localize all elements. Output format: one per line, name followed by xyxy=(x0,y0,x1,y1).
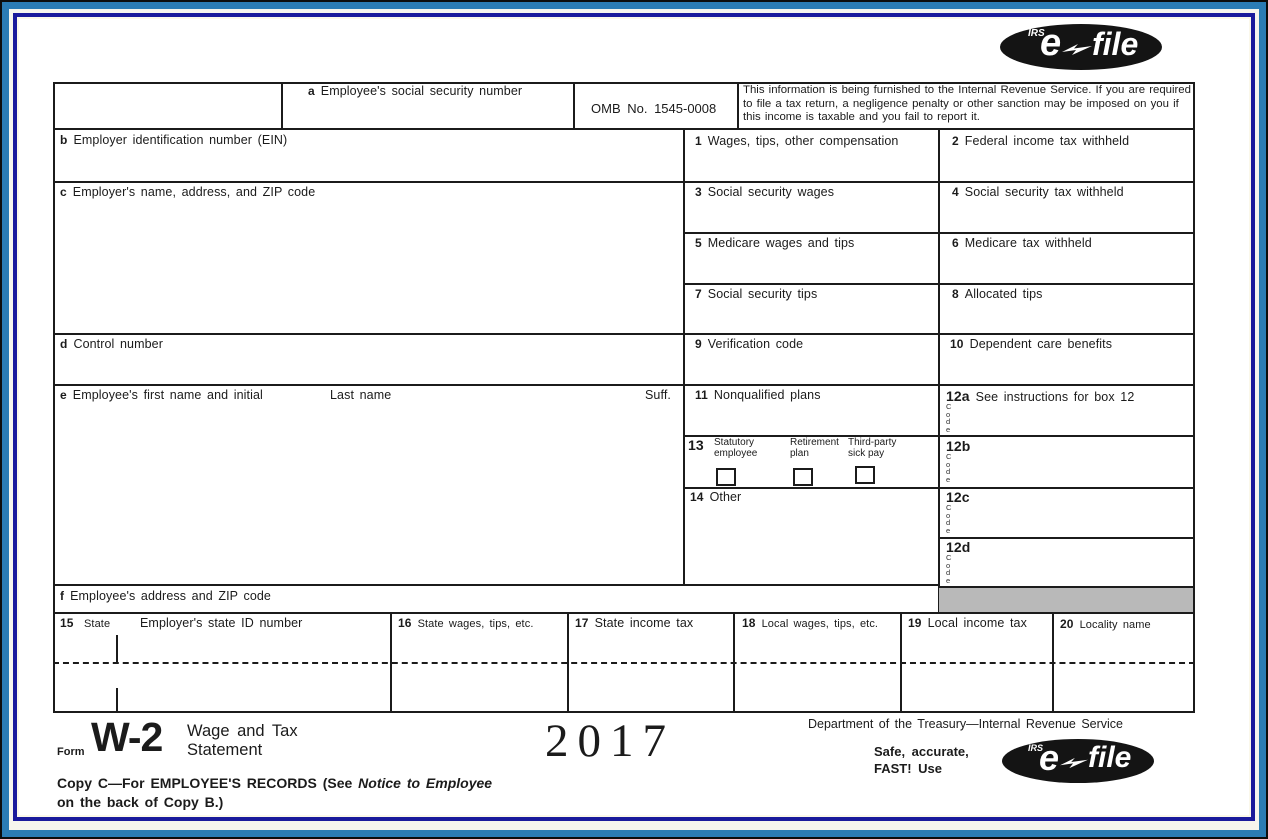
form-title: Wage and Tax Statement xyxy=(187,722,298,759)
box-c-label: c Employer's name, address, and ZIP code xyxy=(60,185,316,199)
box-a-label: a Employee's social security number xyxy=(308,84,523,98)
line xyxy=(390,612,392,713)
third-party-sick-pay-label: Third-party sick pay xyxy=(848,437,897,459)
line xyxy=(1193,82,1195,713)
box-e-suffix-label: Suff. xyxy=(645,388,671,402)
box-20-label: 20 Locality name xyxy=(1060,617,1151,631)
line xyxy=(733,612,735,713)
perforation-dashed-line xyxy=(53,662,1195,664)
box-5-label: 5 Medicare wages and tips xyxy=(695,236,855,250)
efile-e-text: e xyxy=(1040,22,1062,64)
box-18-label: 18 Local wages, tips, etc. xyxy=(742,616,879,630)
line xyxy=(1052,612,1054,713)
box-12c-label: 12c xyxy=(946,489,970,505)
box-4-label: 4 Social security tax withheld xyxy=(952,185,1124,199)
box-9-label: 9 Verification code xyxy=(695,337,804,351)
box-3-label: 3 Social security wages xyxy=(695,185,835,199)
statutory-employee-label: Statutory employee xyxy=(714,437,758,459)
box-12a-code-label: Code xyxy=(946,402,952,434)
tax-year: 2017 xyxy=(545,715,675,767)
box-8-label: 8 Allocated tips xyxy=(952,287,1043,301)
irs-furnishing-notice: This information is being furnished to the Internal Revenue Service. If you are required to file a tax return, a negligence penalty or other sanction may be imposed on you if this income is taxable and you fail to report it. xyxy=(743,84,1191,124)
box-12c-code-label: Code xyxy=(946,503,952,535)
lightning-bolt-icon xyxy=(1062,42,1092,56)
box-15-number: 15 xyxy=(60,616,74,630)
line xyxy=(53,333,1195,335)
line xyxy=(116,688,118,712)
line xyxy=(683,128,685,586)
efile-file-text: file xyxy=(1088,741,1132,774)
line xyxy=(53,612,1195,614)
omb-number: OMB No. 1545-0008 xyxy=(591,101,717,116)
box-f-label: f Employee's address and ZIP code xyxy=(60,589,271,603)
box-10-label: 10 Dependent care benefits xyxy=(950,337,1113,351)
box-12d-code-label: Code xyxy=(946,553,952,585)
box-6-label: 6 Medicare tax withheld xyxy=(952,236,1092,250)
retirement-plan-checkbox[interactable] xyxy=(793,468,813,486)
line xyxy=(281,82,283,128)
box-15-state-label: State xyxy=(84,618,111,630)
form-number: W-2 xyxy=(91,714,163,760)
line xyxy=(737,82,739,130)
box-12b-label: 12b xyxy=(946,438,971,454)
box-12b-code-label: Code xyxy=(946,452,952,484)
line xyxy=(53,128,1195,130)
line xyxy=(53,384,1195,386)
box-13-number: 13 xyxy=(688,437,704,453)
retirement-plan-label: Retirement plan xyxy=(790,437,839,459)
line xyxy=(53,711,1195,713)
box-16-label: 16 State wages, tips, etc. xyxy=(398,616,534,630)
shaded-reserved-area xyxy=(939,588,1193,612)
box-15-employer-state-id-label: Employer's state ID number xyxy=(140,616,303,630)
box-7-label: 7 Social security tips xyxy=(695,287,818,301)
third-party-sick-pay-checkbox[interactable] xyxy=(855,466,875,484)
irs-efile-logo xyxy=(1000,24,1162,70)
line xyxy=(567,612,569,713)
box-12d-label: 12d xyxy=(946,539,971,555)
line xyxy=(938,128,940,614)
line xyxy=(53,584,938,586)
box-12a-label: 12a See instructions for box 12 xyxy=(946,388,1135,404)
efile-e-text: e xyxy=(1039,737,1060,778)
line xyxy=(53,181,1195,183)
box-d-label: d Control number xyxy=(60,337,163,351)
box-2-label: 2 Federal income tax withheld xyxy=(952,134,1130,148)
box-11-label: 11 Nonqualified plans xyxy=(695,388,821,402)
lightning-bolt-icon xyxy=(1060,756,1088,769)
irs-text: IRS xyxy=(1028,743,1044,753)
box-17-label: 17 State income tax xyxy=(575,616,694,630)
box-14-label: 14 Other xyxy=(690,490,742,504)
line xyxy=(53,82,55,713)
efile-file-text: file xyxy=(1092,26,1139,62)
irs-text: IRS xyxy=(1028,28,1045,39)
line xyxy=(938,537,1195,539)
box-b-label: b Employer identification number (EIN) xyxy=(60,133,288,147)
copy-c-notice: Copy C—For EMPLOYEE'S RECORDS (See Notice to Employee on the back of Copy B.) xyxy=(57,775,493,810)
line xyxy=(900,612,902,713)
box-e-label: e Employee's first name and initial xyxy=(60,388,263,402)
irs-efile-logo-bottom xyxy=(1002,739,1154,783)
statutory-employee-checkbox[interactable] xyxy=(716,468,736,486)
box-19-label: 19 Local income tax xyxy=(908,616,1027,630)
box-1-label: 1 Wages, tips, other compensation xyxy=(695,134,899,148)
form-word: Form xyxy=(57,746,85,758)
line xyxy=(116,635,118,663)
department-line: Department of the Treasury—Internal Revenue Service xyxy=(808,717,1124,731)
line xyxy=(573,82,575,130)
box-e-lastname-label: Last name xyxy=(330,388,392,402)
safe-accurate-fast-text: Safe, accurate, FAST! Use xyxy=(874,744,969,776)
